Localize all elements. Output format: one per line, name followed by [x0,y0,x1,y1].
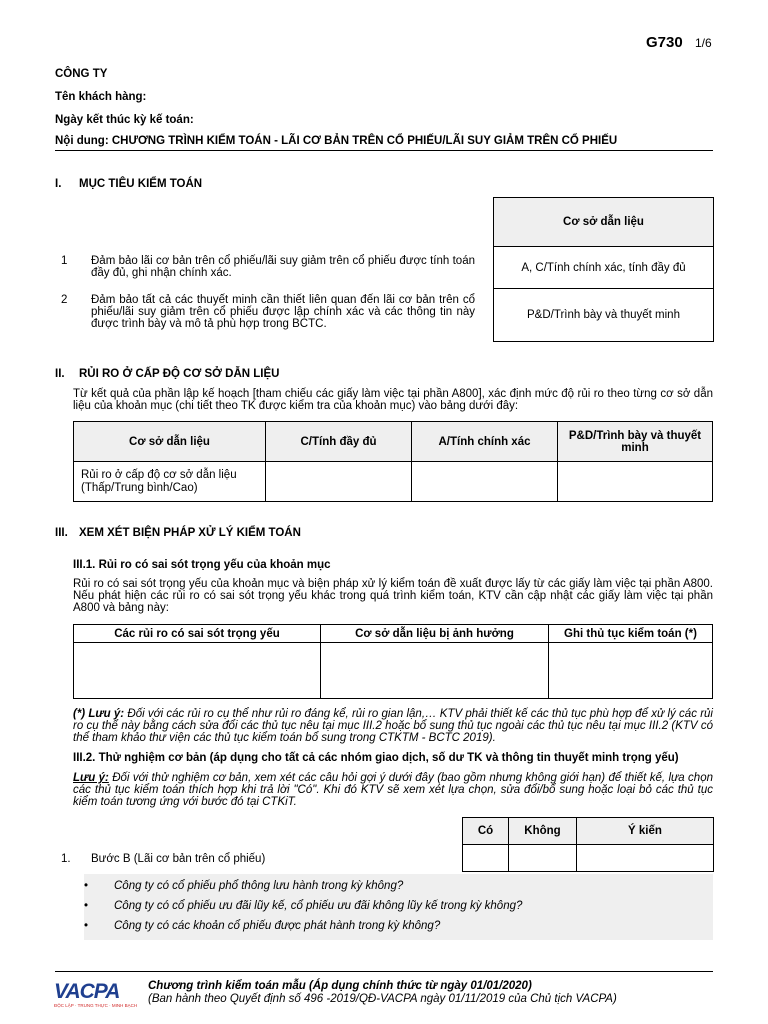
material-risk-header-procedures: Ghi thủ tục kiểm toán (*) [549,625,713,643]
section3-1-text: Rủi ro có sai sót trọng yếu của khoản mục và biện pháp xử lý kiểm toán đề xuất được lấy từ các giấy làm việc tại phần A800. Nếu phát hiện các rủi ro có sai sót trọng yếu khác trong quá trình kiểm toán, KTV cần cập nhật các giấy làm việc tại phần A800 và bảng này: [73,578,713,614]
bullet-icon: • [84,920,89,932]
bullet-icon: • [84,900,89,912]
footer-divider [55,971,713,972]
vacpa-logo-tagline: ĐỘC LẬP · TRUNG THỰC · MINH BẠCH [54,1003,138,1008]
footer-line-2: (Ban hành theo Quyết định số 496 -2019/QĐ-VACPA ngày 01/11/2019 của Chủ tịch VACPA) [148,993,617,1005]
risk-level-row-label: Rủi ro ở cấp độ cơ sở dẫn liệu (Thấp/Trung bình/Cao) [74,462,266,502]
section2-number: II. [55,368,65,380]
objective-1-number: 1 [61,255,68,267]
objective-2-number: 2 [61,294,68,306]
document-code: G730 [646,34,683,51]
answer-yes-cell[interactable] [463,845,509,872]
sub2-note-label: Lưu ý: [73,772,109,784]
section3-1-note [73,708,713,744]
objective-2-text: Đảm bảo tất cả các thuyết minh cần thiết liên quan đến lãi cơ bản trên cổ phiếu/lãi suy giảm trên cổ phiếu được lập chính xác và các thông tin này được trình bày và mô tả phù hợp trong BCTC. [91,294,475,330]
vacpa-logo [54,980,138,1011]
page-number: 1/6 [695,36,712,50]
answer-header-yes: Có [463,818,509,845]
section2-intro: Từ kết quả của phần lập kế hoạch [tham chiếu các giấy làm việc tại phần A800], xác định mức độ rủi ro theo từng cơ sở dẫn liệu của khoản mục (chi tiết theo TK được kiểm tra của khoản mục) vào bảng dưới đây: [73,388,713,412]
answer-header-opinion: Ý kiến [577,818,714,845]
section3-number: III. [55,527,68,539]
section3-2-title: III.2. Thử nghiệm cơ bản (áp dụng cho tất cả các nhóm giao dịch, số dư TK và thông tin thuyết minh trọng yếu) [73,752,679,764]
step-number: 1. [61,853,71,865]
risk-table-header-presentation: P&D/Trình bày và thuyết minh [558,422,713,462]
answer-header-no: Không [509,818,577,845]
objective-2-assertion: P&D/Trình bày và thuyết minh [494,289,714,342]
footer-line-1: Chương trình kiểm toán mẫu (Áp dụng chính thức từ ngày 01/01/2020) [148,980,532,992]
risk-level-presentation-cell[interactable] [558,462,713,502]
answer-table [462,817,714,872]
section3-2-note [73,772,713,808]
header-divider [55,150,713,151]
note-text: Đối với các rủi ro cụ thể như rủi ro đáng kể, rủi ro gian lận,… KTV phải thiết kế các thủ tục phù hợp để xử lý các rủi ro cụ thể này bằng cách sửa đổi các thủ tục nêu tại mục III.2 hoặc bổ sung thủ tục ngoài các thủ tục nêu tại mục III.2 (KTV có thể tham khảo thư viện các thủ tục kiểm toán bổ sung trong CTKTM - BCTC 2019). [73,708,713,744]
answer-no-cell[interactable] [509,845,577,872]
company-label: CÔNG TY [55,68,108,80]
section3-1-title: III.1. Rủi ro có sai sót trọng yếu của khoản mục [73,559,331,571]
questions-box [84,874,713,940]
risk-level-completeness-cell[interactable] [266,462,412,502]
section1-title: MỤC TIÊU KIỂM TOÁN [79,178,203,190]
assertion-risk-table [73,421,713,502]
period-label: Ngày kết thúc kỳ kế toán: [55,114,194,126]
section1-number: I. [55,178,62,190]
sub2-note-text: Đối với thử nghiệm cơ bản, xem xét các câu hỏi gợi ý dưới đây (bao gồm nhưng không giới hạn) để thiết kế, lựa chọn các thủ tục kiểm toán thích hợp khi trả lời "Có". Khi đó KTV sẽ xem xét lựa chọn, sửa đổi/bổ sung hoặc loại bỏ các thủ tục kiểm toán tương ứng với bước đó tại CTKiT. [73,772,713,808]
risk-table-header-accuracy: A/Tính chính xác [412,422,558,462]
section3-title: XEM XÉT BIỆN PHÁP XỬ LÝ KIỂM TOÁN [79,527,301,539]
material-risk-header-risks: Các rủi ro có sai sót trọng yếu [74,625,321,643]
client-label: Tên khách hàng: [55,91,147,103]
risk-table-header-completeness: C/Tính đầy đủ [266,422,412,462]
step-label: Bước B (Lãi cơ bản trên cổ phiếu) [91,853,266,865]
material-risk-assertion-cell[interactable] [321,643,549,699]
material-risk-procedure-cell[interactable] [549,643,713,699]
vacpa-logo-text: VACPA [54,980,120,1003]
material-risk-cell[interactable] [74,643,321,699]
answer-opinion-cell[interactable] [577,845,714,872]
section2-title: RỦI RO Ở CẤP ĐỘ CƠ SỞ DẪN LIỆU [79,368,280,380]
objective-1-text: Đảm bảo lãi cơ bản trên cổ phiếu/lãi suy giảm trên cổ phiếu được tính toán đầy đủ, ghi nhận chính xác. [91,255,475,279]
bullet-icon: • [84,880,89,892]
note-label: (*) Lưu ý: [73,708,125,720]
material-risk-header-assertions: Cơ sở dẫn liệu bị ảnh hưởng [321,625,549,643]
question-item: • Công ty có cổ phiếu phổ thông lưu hành trong kỳ không? [114,876,704,896]
objective-1-assertion: A, C/Tính chính xác, tính đầy đủ [494,247,714,289]
objectives-table-header: Cơ sở dẫn liệu [494,198,714,247]
content-label: Nội dung: CHƯƠNG TRÌNH KIỂM TOÁN - LÃI CƠ BẢN TRÊN CỔ PHIẾU/LÃI SUY GIẢM TRÊN CỔ PHIẾU [55,135,618,147]
objectives-assertion-table [493,197,714,342]
question-item: • Công ty có cổ phiếu ưu đãi lũy kế, cổ phiếu ưu đãi không lũy kế trong kỳ không? [114,896,704,916]
risk-level-accuracy-cell[interactable] [412,462,558,502]
question-item: • Công ty có các khoản cổ phiếu được phát hành trong kỳ không? [114,916,704,936]
risk-table-header-assertion: Cơ sở dẫn liệu [74,422,266,462]
material-risk-table [73,624,713,699]
